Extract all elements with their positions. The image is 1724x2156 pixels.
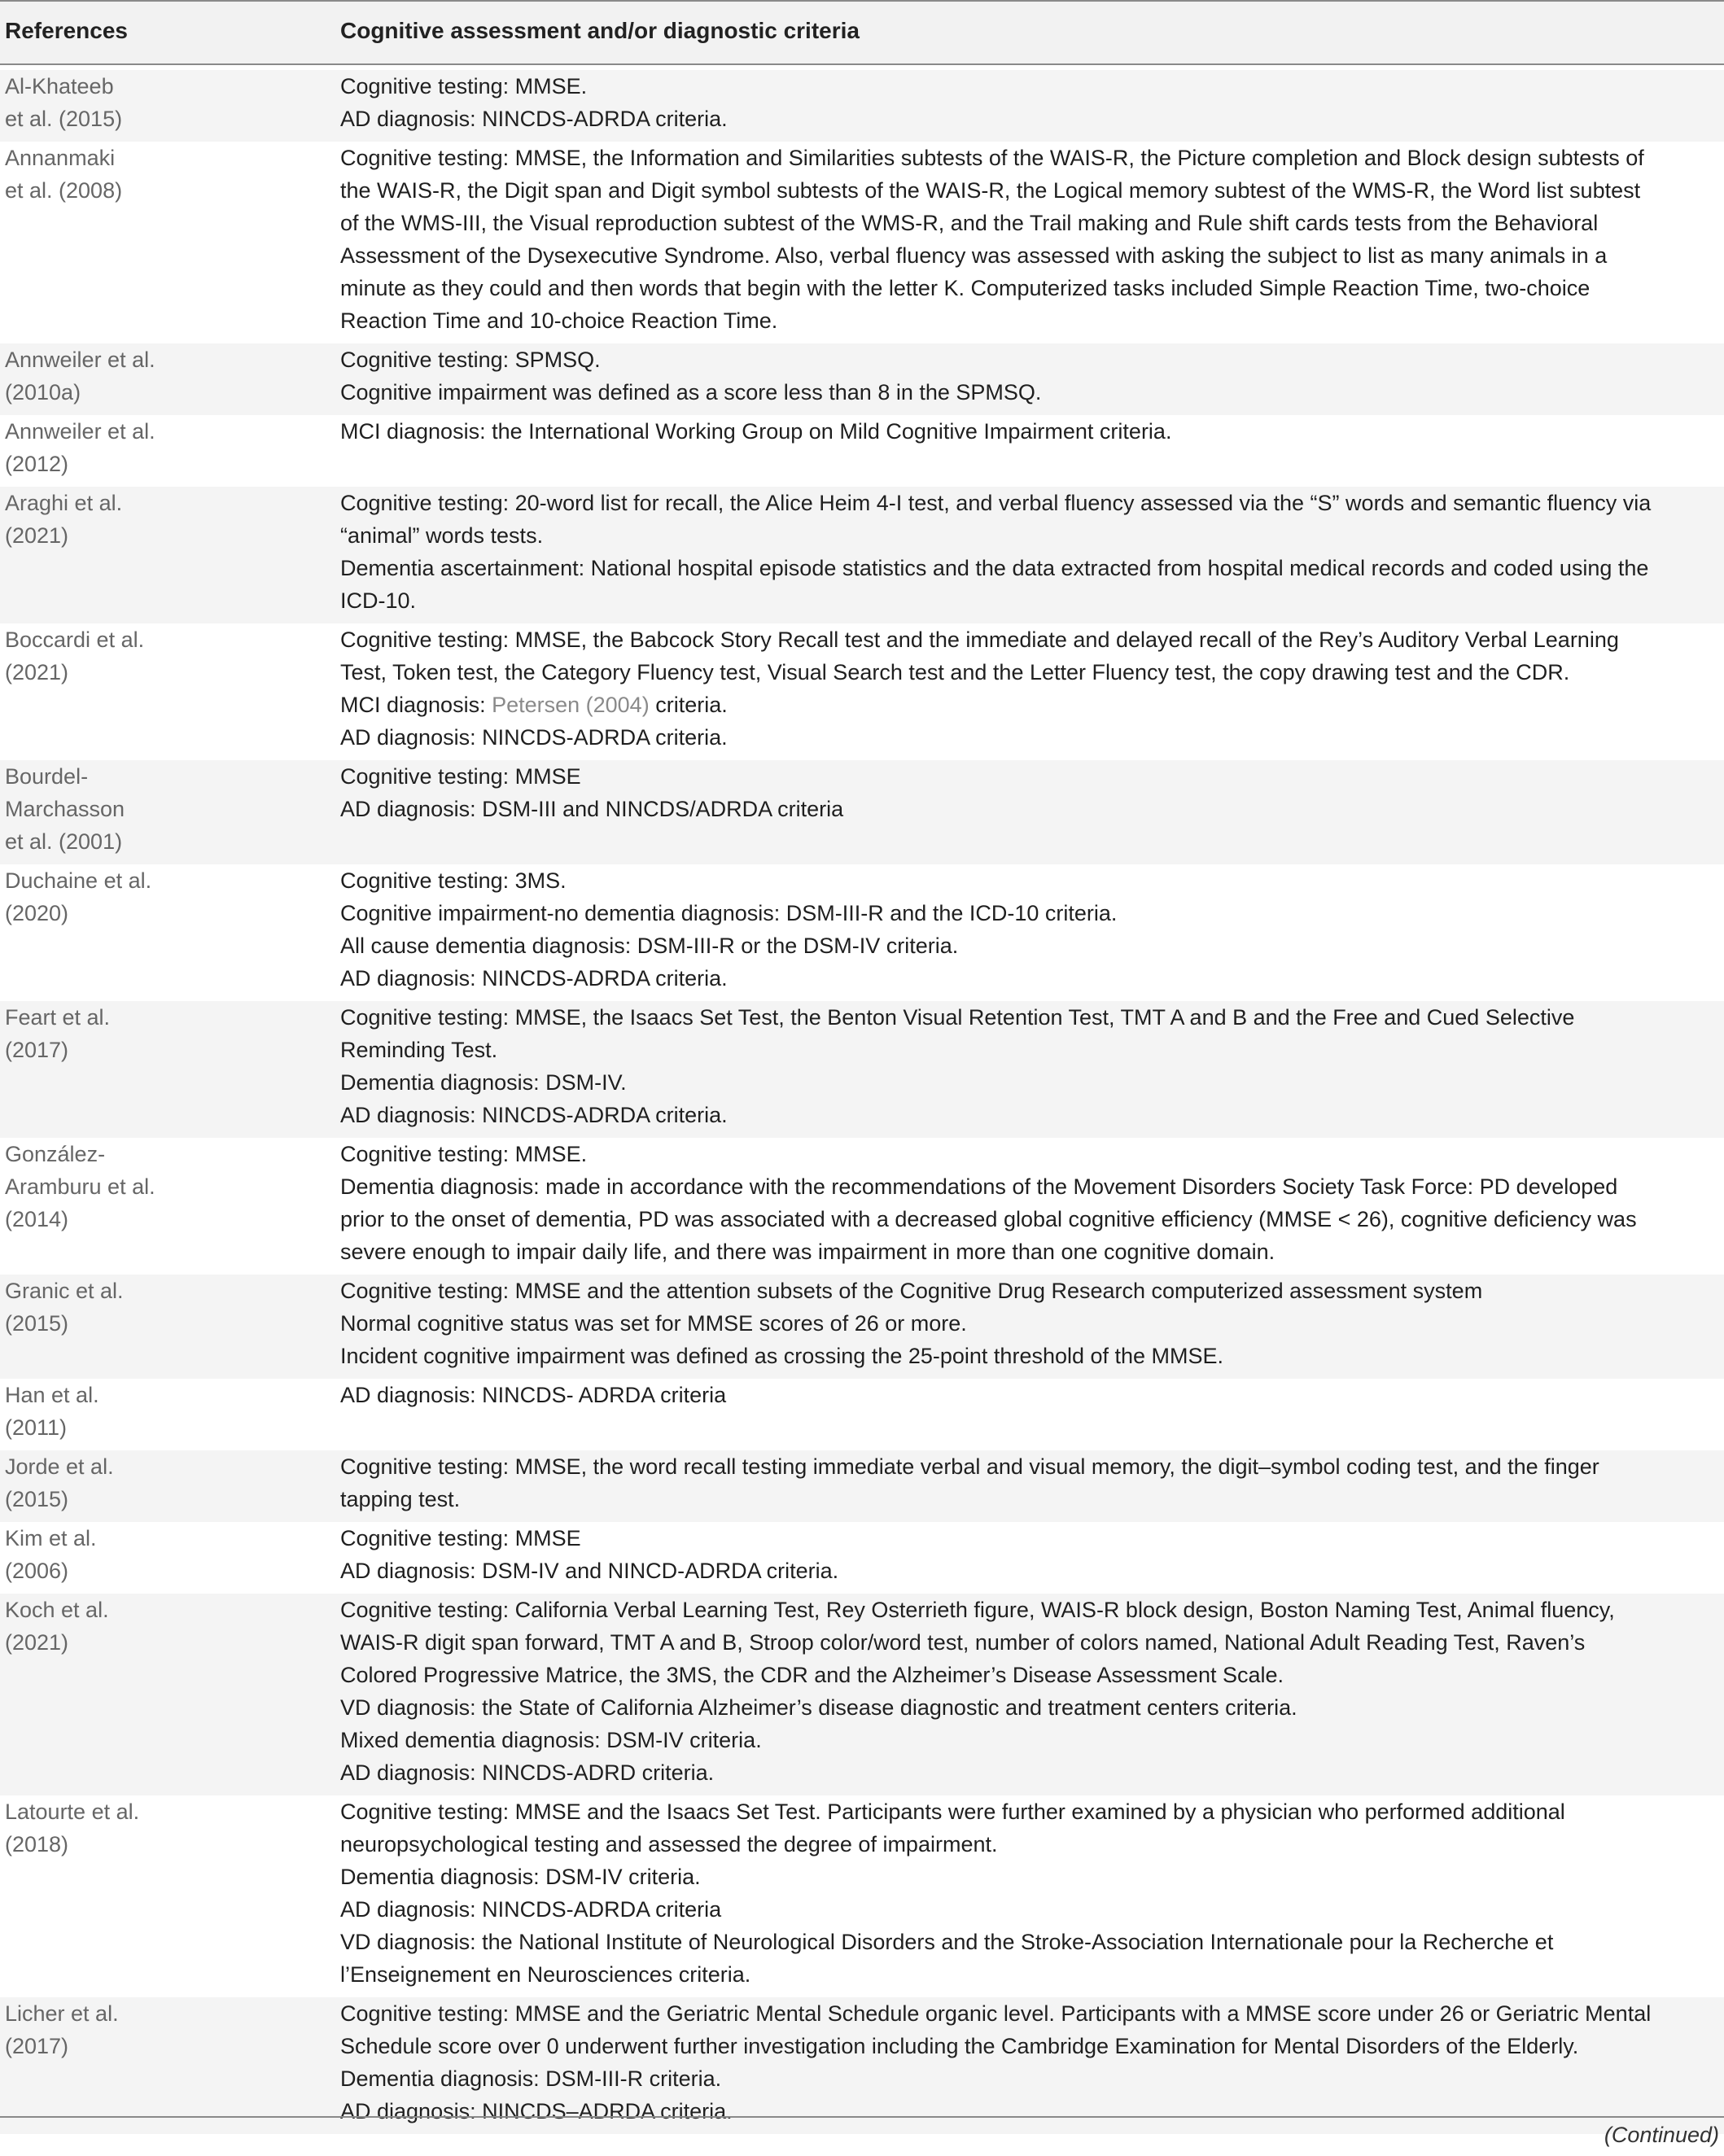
table-row <box>0 142 1724 343</box>
reference-cell <box>5 1450 330 1515</box>
criteria-line: “animal” words tests. <box>340 523 544 548</box>
criteria-cell <box>340 1450 1721 1515</box>
criteria-line: Cognitive testing: MMSE, the Information and Similarities subtests of the WAIS-R, the Picture completion and Block design subtests of <box>340 146 1644 170</box>
reference-cell <box>5 1997 330 2062</box>
reference-line: et al. (2001) <box>5 829 123 854</box>
reference-cell <box>5 623 330 689</box>
table-header <box>0 0 1724 65</box>
criteria-line: AD diagnosis: NINCDS-ADRD criteria. <box>340 1760 715 1785</box>
criteria-cell <box>340 142 1721 337</box>
criteria-line: Incident cognitive impairment was defined as crossing the 25-point threshold of the MMSE. <box>340 1344 1224 1368</box>
reference-line: Aramburu et al. <box>5 1174 155 1199</box>
table-row <box>0 1997 1724 2134</box>
reference-line: Kim et al. <box>5 1526 97 1550</box>
criteria-line: neuropsychological testing and assessed the degree of impairment. <box>340 1832 998 1856</box>
reference-line: et al. (2015) <box>5 107 123 131</box>
reference-cell <box>5 343 330 409</box>
criteria-line: All cause dementia diagnosis: DSM-III-R or the DSM-IV criteria. <box>340 934 959 958</box>
citation-link[interactable]: Petersen (2004) <box>492 693 650 717</box>
criteria-line: AD diagnosis: NINCDS-ADRDA criteria <box>340 1897 722 1922</box>
criteria-line: AD diagnosis: NINCDS- ADRDA criteria <box>340 1383 727 1407</box>
reference-line: Duchaine et al. <box>5 868 152 893</box>
table-row <box>0 1379 1724 1450</box>
reference-cell <box>5 1594 330 1659</box>
reference-line: (2012) <box>5 452 69 476</box>
reference-line: (2011) <box>5 1415 68 1440</box>
reference-line: Granic et al. <box>5 1279 124 1303</box>
table-row <box>0 415 1724 487</box>
reference-line: (2021) <box>5 523 69 548</box>
table-row <box>0 623 1724 760</box>
table-row <box>0 1522 1724 1594</box>
criteria-line: Normal cognitive status was set for MMSE scores of 26 or more. <box>340 1311 967 1336</box>
reference-line: (2006) <box>5 1559 69 1583</box>
header-criteria: Cognitive assessment and/or diagnostic criteria <box>340 18 860 43</box>
continued-note: (Continued) <box>1604 2123 1719 2147</box>
reference-line: Bourdel- <box>5 764 89 789</box>
reference-line: Annanmaki <box>5 146 116 170</box>
criteria-line: Cognitive testing: MMSE, the Isaacs Set Test, the Benton Visual Retention Test, TMT A and B and the Free and Cued Selective <box>340 1005 1575 1030</box>
criteria-line: Reaction Time and 10-choice Reaction Time. <box>340 308 778 333</box>
reference-cell <box>5 487 330 552</box>
criteria-line: Reminding Test. <box>340 1038 498 1062</box>
criteria-cell <box>340 1997 1721 2128</box>
reference-cell <box>5 864 330 929</box>
criteria-cell <box>340 1522 1721 1587</box>
criteria-cell <box>340 1138 1721 1268</box>
reference-line: Annweiler et al. <box>5 419 155 444</box>
criteria-cell <box>340 1275 1721 1372</box>
criteria-line: Cognitive testing: MMSE and the Isaacs Set Test. Participants were further examined by a physician who performed additional <box>340 1800 1565 1824</box>
criteria-cell <box>340 1594 1721 1789</box>
criteria-line: Colored Progressive Matrice, the 3MS, the CDR and the Alzheimer’s Disease Assessment Scale. <box>340 1663 1284 1687</box>
criteria-line: prior to the onset of dementia, PD was associated with a decreased global cognitive efficiency (MMSE < 26), cognitive deficiency was <box>340 1207 1637 1231</box>
criteria-line: Assessment of the Dysexecutive Syndrome. Also, verbal fluency was assessed with asking the subject to list as many animals in a <box>340 243 1608 268</box>
criteria-line: severe enough to impair daily life, and there was impairment in more than one cognitive domain. <box>340 1240 1275 1264</box>
reference-line: (2021) <box>5 1630 69 1655</box>
criteria-line: ICD-10. <box>340 588 417 613</box>
reference-cell <box>5 70 330 135</box>
criteria-cell <box>340 760 1721 825</box>
criteria-line: AD diagnosis: NINCDS-ADRDA criteria. <box>340 725 728 750</box>
criteria-line: minute as they could and then words that begin with the letter K. Computerized tasks included Simple Reaction Time, two-choice <box>340 276 1591 300</box>
reference-line: (2017) <box>5 1038 69 1062</box>
criteria-line: Dementia diagnosis: DSM-III-R criteria. <box>340 2066 722 2091</box>
criteria-line: Cognitive testing: MMSE <box>340 764 581 789</box>
reference-line: (2017) <box>5 2034 69 2058</box>
reference-line: Han et al. <box>5 1383 99 1407</box>
reference-cell <box>5 415 330 480</box>
criteria-line: AD diagnosis: DSM-IV and NINCD-ADRDA criteria. <box>340 1559 839 1583</box>
criteria-line: Dementia ascertainment: National hospital episode statistics and the data extracted from hospital medical records and coded using the <box>340 556 1649 580</box>
criteria-line: Cognitive testing: California Verbal Learning Test, Rey Osterrieth figure, WAIS-R block design, Boston Naming Test, Animal fluency, <box>340 1598 1615 1622</box>
criteria-line: Dementia diagnosis: made in accordance with the recommendations of the Movement Disorders Society Task Force: PD developed <box>340 1174 1618 1199</box>
table-row <box>0 487 1724 623</box>
criteria-line: MCI diagnosis: the International Working Group on Mild Cognitive Impairment criteria. <box>340 419 1172 444</box>
criteria-line: Cognitive testing: MMSE and the Geriatric Mental Schedule organic level. Participants with a MMSE score under 26 or Geriatric Mental <box>340 2001 1652 2026</box>
reference-line: Feart et al. <box>5 1005 111 1030</box>
criteria-line: Cognitive impairment was defined as a score less than 8 in the SPMSQ. <box>340 380 1042 405</box>
criteria-line: Cognitive testing: 20-word list for recall, the Alice Heim 4-I test, and verbal fluency assessed via the “S” words and semantic fluency via <box>340 491 1652 515</box>
table-row <box>0 1450 1724 1522</box>
reference-line: Licher et al. <box>5 2001 119 2026</box>
criteria-line: Cognitive testing: 3MS. <box>340 868 567 893</box>
reference-cell <box>5 1001 330 1066</box>
table-row <box>0 1275 1724 1379</box>
reference-line: González- <box>5 1142 106 1166</box>
reference-line: (2020) <box>5 901 69 925</box>
reference-line: (2014) <box>5 1207 69 1231</box>
table-row <box>0 1001 1724 1138</box>
criteria-line: Mixed dementia diagnosis: DSM-IV criteria. <box>340 1728 762 1752</box>
reference-line: Marchasson <box>5 797 125 821</box>
criteria-cell <box>340 1001 1721 1131</box>
reference-line: (2018) <box>5 1832 69 1856</box>
criteria-cell <box>340 415 1721 448</box>
table-bottom-rule <box>0 2116 1724 2118</box>
criteria-cell <box>340 623 1721 754</box>
reference-line: Araghi et al. <box>5 491 123 515</box>
criteria-cell <box>340 1795 1721 1991</box>
criteria-line: of the WMS-III, the Visual reproduction subtest of the WMS-R, and the Trail making and Rule shift cards tests from the Behavioral <box>340 211 1599 235</box>
reference-cell <box>5 760 330 858</box>
reference-line: Koch et al. <box>5 1598 109 1622</box>
criteria-cell <box>340 487 1721 617</box>
reference-line: (2015) <box>5 1311 69 1336</box>
criteria-line: Cognitive testing: MMSE, the word recall testing immediate verbal and visual memory, the digit–symbol coding test, and the finger <box>340 1454 1599 1479</box>
criteria-line: AD diagnosis: NINCDS-ADRDA criteria. <box>340 966 728 991</box>
criteria-line: Cognitive impairment-no dementia diagnosis: DSM-III-R and the ICD-10 criteria. <box>340 901 1118 925</box>
criteria-cell <box>340 343 1721 409</box>
criteria-line: Cognitive testing: MMSE. <box>340 74 588 98</box>
reference-line: Annweiler et al. <box>5 348 155 372</box>
reference-cell <box>5 1275 330 1340</box>
reference-cell <box>5 1795 330 1861</box>
reference-line: Latourte et al. <box>5 1800 140 1824</box>
reference-cell <box>5 1379 330 1444</box>
reference-cell <box>5 1138 330 1235</box>
reference-cell <box>5 1522 330 1587</box>
criteria-line: Cognitive testing: MMSE, the Babcock Story Recall test and the immediate and delayed recall of the Rey’s Auditory Verbal Learning <box>340 628 1619 652</box>
reference-line: (2015) <box>5 1487 69 1511</box>
reference-cell <box>5 142 330 207</box>
criteria-line: Schedule score over 0 underwent further investigation including the Cambridge Examination for Mental Disorders of the Elderly. <box>340 2034 1579 2058</box>
table-row <box>0 1594 1724 1795</box>
criteria-line: VD diagnosis: the State of California Alzheimer’s disease diagnostic and treatment centers criteria. <box>340 1695 1297 1720</box>
reference-line: et al. (2008) <box>5 178 123 203</box>
reference-line: (2010a) <box>5 380 81 405</box>
criteria-line: Dementia diagnosis: DSM-IV criteria. <box>340 1865 701 1889</box>
criteria-line: Test, Token test, the Category Fluency test, Visual Search test and the Letter Fluency test, the copy drawing test and the CDR. <box>340 660 1570 684</box>
reference-line: Boccardi et al. <box>5 628 145 652</box>
criteria-line: Cognitive testing: MMSE and the attention subsets of the Cognitive Drug Research computerized assessment system <box>340 1279 1483 1303</box>
criteria-line: l’Enseignement en Neurosciences criteria. <box>340 1962 751 1987</box>
table-row <box>0 760 1724 864</box>
criteria-cell <box>340 1379 1721 1411</box>
criteria-line: Dementia diagnosis: DSM-IV. <box>340 1070 627 1095</box>
reference-line: Jorde et al. <box>5 1454 114 1479</box>
reference-line: (2021) <box>5 660 69 684</box>
criteria-line: AD diagnosis: NINCDS–ADRDA criteria. <box>340 2099 733 2123</box>
criteria-line: WAIS-R digit span forward, TMT A and B, Stroop color/word test, number of colors named, National Adult Reading Test, Raven’s <box>340 1630 1586 1655</box>
criteria-line: MCI diagnosis: Petersen (2004) criteria. <box>340 693 728 717</box>
criteria-line: AD diagnosis: NINCDS-ADRDA criteria. <box>340 1103 728 1127</box>
criteria-line: AD diagnosis: NINCDS-ADRDA criteria. <box>340 107 728 131</box>
criteria-cell <box>340 70 1721 135</box>
criteria-line: tapping test. <box>340 1487 461 1511</box>
criteria-line: VD diagnosis: the National Institute of Neurological Disorders and the Stroke-Association Internationale pour la Recherche et <box>340 1930 1554 1954</box>
criteria-line: Cognitive testing: MMSE <box>340 1526 581 1550</box>
table-row <box>0 1138 1724 1275</box>
criteria-line: Cognitive testing: MMSE. <box>340 1142 588 1166</box>
table-row <box>0 343 1724 415</box>
table-row <box>0 70 1724 142</box>
table-row <box>0 864 1724 1001</box>
criteria-line: AD diagnosis: DSM-III and NINCDS/ADRDA criteria <box>340 797 844 821</box>
criteria-cell <box>340 864 1721 995</box>
reference-line: Al-Khateeb <box>5 74 114 98</box>
header-references: References <box>5 18 128 43</box>
table-row <box>0 1795 1724 1997</box>
criteria-line: the WAIS-R, the Digit span and Digit symbol subtests of the WAIS-R, the Logical memory subtest of the WMS-R, the Word list subtest <box>340 178 1641 203</box>
criteria-line: Cognitive testing: SPMSQ. <box>340 348 601 372</box>
